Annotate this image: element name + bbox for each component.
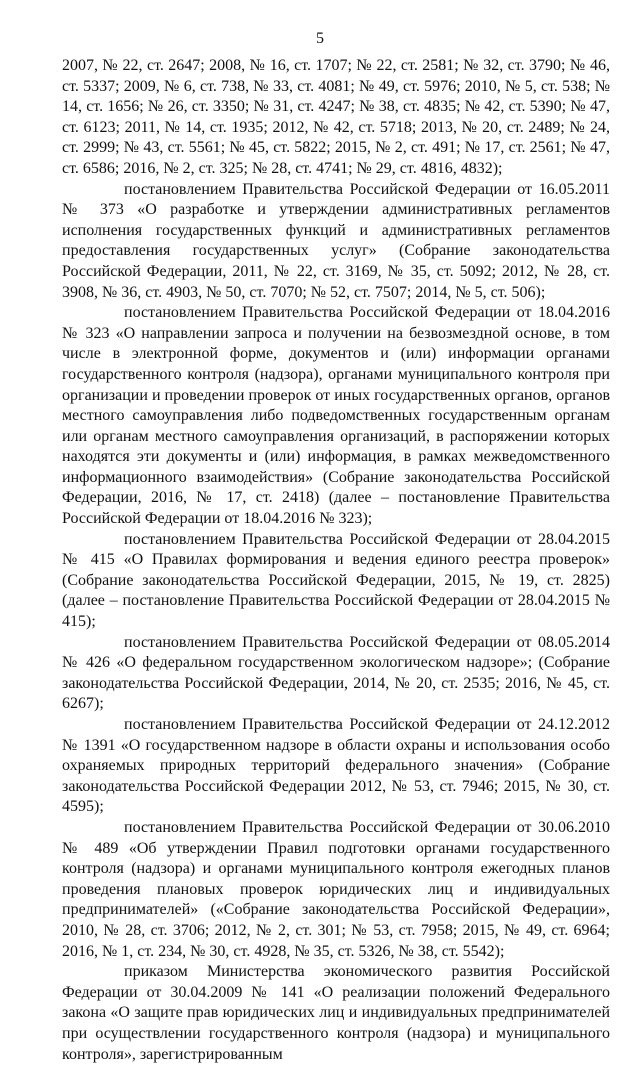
paragraph-decree-426: постановлением Правительства Российской Федерации от 08.05.2014 № 426 «О федеральном государственном экологическом надзоре»; (Собрание законодательства Российской Федерации, 2014, № 20, ст. 2535; 2016, № 45, ст. 6267); <box>62 633 610 713</box>
paragraph-order-141: приказом Министерства экономического развития Российской Федерации от 30.04.2009 № 141 «О реализации положений Федерального закона «О защите прав юридических лиц и индивидуальных предпринимателей при осуществлении государственного контроля (надзора) и муниципального контроля», зарегистрированным <box>62 963 610 1063</box>
document-body <box>62 56 610 1065</box>
paragraph-decree-489: постановлением Правительства Российской Федерации от 30.06.2010 № 489 «Об утверждении Правил подготовки органами государственного контроля (надзора) и органами муниципального контроля ежегодных планов проведения плановых проверок юридических лиц и индивидуальных предпринимателей» («Собрание законодательства Российской Федерации», 2010, № 28, ст. 3706; 2012, № 2, ст. 301; № 53, ст. 7958; 2015, № 49, ст. 6964; 2016, № 1, ст. 234, № 30, ст. 4928, № 35, ст. 5326, № 38, ст. 5542); <box>62 818 610 960</box>
page-number: 5 <box>316 30 324 47</box>
paragraph-decree-373: постановлением Правительства Российской Федерации от 16.05.2011 № 373 «О разработке и утверждении административных регламентов исполнения государственных функций и административных регламентов предоставления государственных услуг» (Собрание законодательства Российской Федерации, 2011, № 22, ст. 3169, № 35, ст. 5092; 2012, № 28, ст. 3908, № 36, ст. 4903, № 50, ст. 7070; № 52, ст. 7507; 2014, № 5, ст. 506); <box>62 180 610 301</box>
paragraph-decree-323: постановлением Правительства Российской Федерации от 18.04.2016 № 323 «О направлении запроса и получении на безвозмездной основе, в том числе в электронной форме, документов и (или) информации органами государственного контроля (надзора), органами муниципального контроля при организации и проведении проверок от иных государственных органов, органов местного самоуправления либо подведомственных государственным органам или органам местного самоуправления организаций, в распоряжении которых находятся эти документы и (или) информация, в рамках межведомственного информационного взаимодействия» (Собрание законодательства Российской Федерации, 2016, № 17, ст. 2418) (далее – постановление Правительства Российской Федерации от 18.04.2016 № 323); <box>62 304 610 528</box>
paragraph-decree-1391: постановлением Правительства Российской Федерации от 24.12.2012 № 1391 «О государственном надзоре в области охраны и использования особо охраняемых природных территорий федерального значения» (Собрание законодательства Российской Федерации 2012, № 53, ст. 7946; 2015, № 30, ст. 4595); <box>62 716 610 816</box>
paragraph-decree-415: постановлением Правительства Российской Федерации от 28.04.2015 № 415 «О Правилах формирования и ведения единого реестра проверок» (Собрание законодательства Российской Федерации, 2015, № 19, ст. 2825) (далее – постановление Правительства Российской Федерации от 28.04.2015 № 415); <box>62 530 610 631</box>
paragraph-continuation: 2007, № 22, ст. 2647; 2008, № 16, ст. 1707; № 22, ст. 2581; № 32, ст. 3790; № 46, ст. 5337; 2009, № 6, ст. 738, № 33, ст. 4081; № 49, ст. 5976; 2010, № 5, ст. 538; № 14, ст. 1656; № 26, ст. 3350; № 31, ст. 4247; № 38, ст. 4835; № 42, ст. 5390; № 47, ст. 6123; 2011, № 14, ст. 1935; 2012, № 42, ст. 5718; 2013, № 20, ст. 2489; № 24, ст. 2999; № 43, ст. 5561; № 45, ст. 5822; 2015, № 2, ст. 491; № 17, ст. 2561; № 47, ст. 6586; 2016, № 2, ст. 325; № 28, ст. 4741; № 29, ст. 4816, 4832); <box>62 57 610 177</box>
